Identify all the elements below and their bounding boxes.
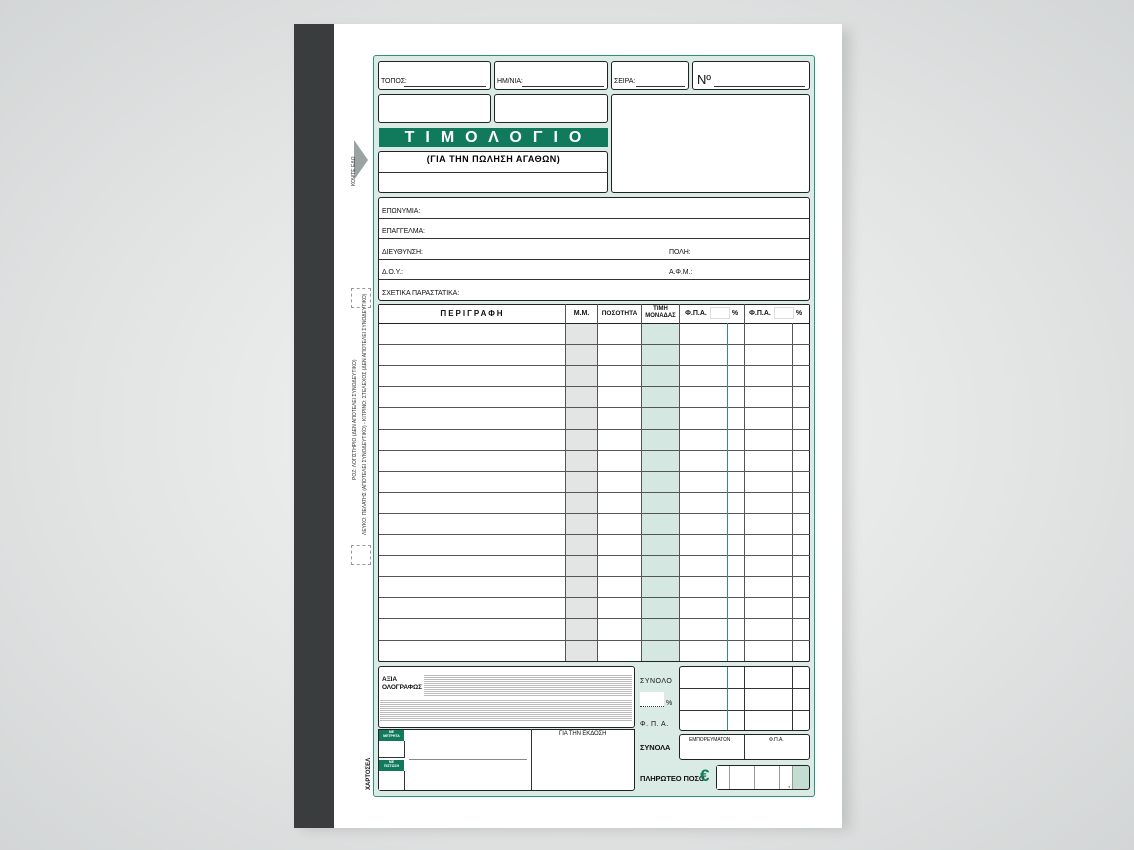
table-header-line [379, 323, 810, 324]
seira-label: ΣΕΙΡΑ: [614, 78, 636, 85]
me-pistosi-tag-line2: ΠΙΣΤΩΣΗ [383, 764, 400, 768]
fpa-rate-input-1[interactable] [710, 307, 730, 319]
euro-icon: € [700, 766, 710, 785]
digit-box[interactable] [742, 766, 755, 789]
me-metrita-checkbox[interactable] [379, 741, 405, 758]
signature-line [409, 759, 527, 760]
digit-box[interactable] [767, 766, 780, 789]
col-divider-fpa2 [744, 304, 745, 661]
posotita-header: ΠΟΣΟΤΗΤΑ [601, 310, 638, 317]
afm-label: Α.Φ.Μ.: [669, 269, 693, 276]
table-row[interactable] [379, 555, 810, 556]
fpa-header-2: Φ.Π.Α. [749, 310, 771, 317]
issuer-field-1[interactable] [378, 94, 491, 123]
table-row[interactable] [379, 365, 810, 366]
pliroteo-label: ΠΛΗΡΩΤΕΟ ΠΟΣΟ [640, 774, 705, 783]
fpa-footer-label: Φ. Π. Α. [640, 721, 669, 728]
digit-box[interactable] [755, 766, 768, 789]
table-row[interactable] [379, 450, 810, 451]
table-row[interactable] [379, 386, 810, 387]
poli-label: ΠΟΛΗ: [669, 249, 691, 256]
dieythynsi-line [379, 259, 809, 260]
col-divider-fpa1-cents [727, 323, 728, 661]
me-metrita-tag [379, 730, 404, 741]
col-divider-fpa1 [679, 304, 680, 661]
synolo-percent: % [666, 700, 673, 707]
col-divider-timi [641, 304, 642, 661]
table-row[interactable] [379, 640, 810, 641]
col-divider-mm [565, 304, 566, 661]
number-label: Nº [697, 72, 711, 87]
totals-col-2 [744, 667, 745, 730]
doy-label: Δ.Ο.Υ.: [382, 269, 403, 276]
epaggelma-label: ΕΠΑΓΓΕΛΜΑ: [382, 228, 425, 235]
fpa-small-label: Φ.Π.Α. [769, 737, 784, 743]
fpa-percent-2: % [795, 310, 803, 317]
issuer-field-2[interactable] [494, 94, 608, 123]
table-row[interactable] [379, 534, 810, 535]
table-row[interactable] [379, 597, 810, 598]
copies-note: ΡΟΖ: ΛΟΓΙΣΤΗΡΙΟ (ΔΕΝ ΑΠΟΤΕΛΕΙ ΣΥΝΟΔΕΥΤΙΚΟ) [352, 359, 358, 480]
punch-box-bottom [351, 545, 371, 565]
totals-col-1 [727, 667, 728, 730]
digit-box[interactable] [730, 766, 743, 789]
col-divider-posotita [597, 304, 598, 661]
eponymia-line [379, 218, 809, 219]
punch-box-top [351, 288, 371, 308]
emporeymaton-label: ΕΜΠΟΡΕΥΜΑΤΩΝ [689, 737, 731, 743]
synola-label: ΣΥΝΟΛΑ [640, 743, 671, 752]
me-metrita-tag-line1: ΜΕ [388, 730, 395, 734]
timi-header-2: ΜΟΝΑΔΑΣ [645, 313, 676, 319]
document-subtitle: (ΓΙΑ ΤΗΝ ΠΩΛΗΣΗ ΑΓΑΘΩΝ) [426, 154, 561, 164]
synolo-label: ΣΥΝΟΛΟ [640, 678, 673, 685]
number-underline [714, 86, 805, 87]
table-row[interactable] [379, 492, 810, 493]
payment-box [378, 729, 635, 791]
customer-block [378, 197, 810, 301]
imnia-label: ΗΜ/ΝΙΑ: [497, 78, 523, 85]
topos-underline [404, 86, 486, 87]
dieythynsi-label: ΔΙΕΥΘΥΝΣΗ: [382, 249, 423, 256]
epaggelma-line [379, 238, 809, 239]
axia-label-2: ΟΛΟΓΡΑΦΩΣ [382, 684, 422, 691]
amount-words-lines-2 [380, 700, 632, 722]
synola-col [744, 735, 745, 759]
decimal-comma: , [788, 780, 791, 789]
payment-divider [531, 729, 532, 790]
brand-logo: ΧΑΡΤΟΣΕΛ [366, 757, 372, 790]
eponymia-label: ΕΠΩΝΥΜΙΑ: [382, 208, 421, 215]
binding-strip [294, 24, 334, 828]
issuer-info-box[interactable] [611, 94, 810, 193]
doy-line [379, 279, 809, 280]
gia-tin-ekdosi-label: ΓΙΑ ΤΗΝ ΕΚΔΟΣΗ [559, 731, 607, 737]
seira-underline [636, 86, 685, 87]
table-row[interactable] [379, 471, 810, 472]
subtitle-divider [379, 172, 608, 173]
table-row[interactable] [379, 407, 810, 408]
imnia-underline [522, 86, 604, 87]
table-row[interactable] [379, 576, 810, 577]
digit-box[interactable] [780, 766, 793, 789]
perigrafi-header: ΠΕΡΙΓΡΑΦΗ [440, 309, 505, 318]
amount-words-lines [424, 675, 632, 697]
fpa-header-1: Φ.Π.Α. [685, 310, 707, 317]
digit-box[interactable] [717, 766, 730, 789]
me-pistosi-tag [379, 760, 404, 771]
totals-col-3 [792, 667, 793, 730]
sxetika-label: ΣΧΕΤΙΚΑ ΠΑΡΑΣΤΑΤΙΚΑ: [382, 290, 460, 297]
table-row[interactable] [379, 429, 810, 430]
timi-header-1: ΤΙΜΗ [653, 306, 668, 312]
me-pistosi-checkbox[interactable] [379, 771, 405, 790]
col-divider-fpa2-cents [792, 323, 793, 661]
copies-note-2: ΛΕΥΚΟ: ΠΕΛΑΤΗΣ (ΑΠΟΤΕΛΕΙ ΣΥΝΟΔΕΥΤΙΚΟ) - ΚΙΤΡΙΝΟ: ΣΤΕΛΕΧΟΣ (ΔΕΝ ΑΠΟΤΕΛΕΙ ΣΥΝΟΔΕΥΤΙΚΟ) [362, 293, 368, 535]
me-metrita-tag-line2: ΜΕΤΡΗΤΑ [383, 734, 400, 738]
axia-label-1: ΑΞΙΑ [382, 676, 397, 683]
table-row[interactable] [379, 513, 810, 514]
fpa-percent-1: % [731, 310, 739, 317]
table-row[interactable] [379, 618, 810, 619]
topos-label: ΤΟΠΟΣ: [381, 78, 407, 85]
cut-here-text: ΚΟΨΤΕ ΕΔΩ [351, 156, 357, 186]
document-title: ΤΙΜΟΛΟΓΙΟ [379, 128, 608, 147]
fpa-rate-input-2[interactable] [774, 307, 794, 319]
me-pistosi-tag-line1: ΜΕ [388, 760, 395, 764]
mm-header: Μ.Μ. [573, 310, 590, 317]
table-row[interactable] [379, 344, 810, 345]
fpa-rate-input[interactable] [640, 692, 664, 707]
